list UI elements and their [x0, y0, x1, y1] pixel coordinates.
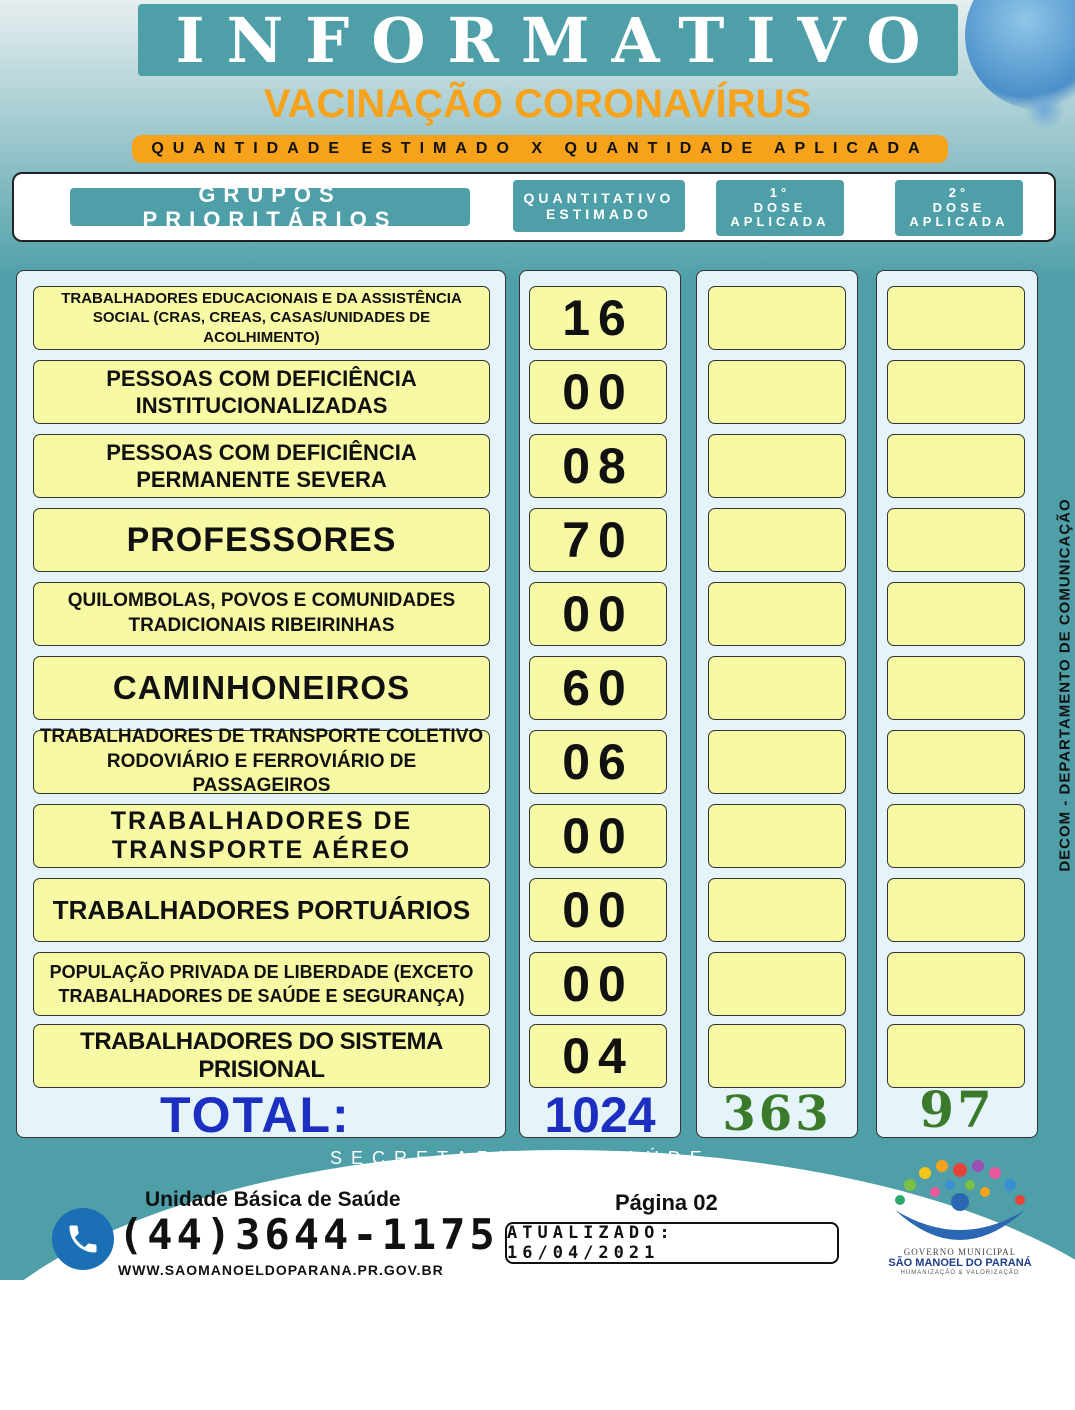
dose2-cell: [887, 434, 1025, 498]
dose2-cell: [887, 952, 1025, 1016]
estimated-cell: 16: [529, 286, 667, 350]
logo-government-label: GOVERNO MUNICIPAL: [903, 1247, 1017, 1257]
dose2-cell: [887, 286, 1025, 350]
estimated-cell: 00: [529, 582, 667, 646]
column-header-dose2: [895, 180, 1023, 236]
column-header-dose2-number: 2°: [948, 184, 970, 200]
estimated-cell: 70: [529, 508, 667, 572]
secretaria-label: SECRETARIA DE SAÚDE: [330, 1148, 711, 1168]
group-cell: TRABALHADORES EDUCACIONAIS E DA ASSISTÊNCIA SOCIAL (CRAS, CREAS, CASAS/UNIDADES DE ACOLHIMENTO): [33, 286, 490, 350]
dose1-cell: [708, 804, 846, 868]
estimated-cell: 06: [529, 730, 667, 794]
logo-tagline: HUMANIZAÇÃO & VALORIZAÇÃO: [900, 1270, 1020, 1276]
dose1-cell: [708, 656, 846, 720]
side-credit: DECOM - DEPARTAMENTO DE COMUNICAÇÃO: [1056, 498, 1074, 872]
estimated-cell: 00: [529, 952, 667, 1016]
phone-number: (44)3644-1175: [118, 1210, 499, 1259]
dose1-cell: [708, 434, 846, 498]
total-estimated: 1024: [544, 1087, 656, 1143]
dose1-cell: [708, 360, 846, 424]
group-cell: POPULAÇÃO PRIVADA DE LIBERDADE (EXCETO TRABALHADORES DE SAÚDE E SEGURANÇA): [33, 952, 490, 1016]
estimated-cell: 00: [529, 360, 667, 424]
estimated-cell: 08: [529, 434, 667, 498]
dose2-cell: [887, 804, 1025, 868]
comparison-banner-text: QUANTIDADE ESTIMADO X QUANTIDADE APLICADA: [151, 140, 929, 157]
estimated-cell: 60: [529, 656, 667, 720]
group-cell: TRABALHADORES DE TRANSPORTE AÉREO: [33, 804, 490, 868]
estimated-cell: 04: [529, 1024, 667, 1088]
group-cell: TRABALHADORES PORTUÁRIOS: [33, 878, 490, 942]
dose2-cell: [887, 508, 1025, 572]
column-header-dose1-number: 1°: [769, 184, 791, 200]
phone-icon: [52, 1208, 114, 1270]
dose2-cell: [887, 730, 1025, 794]
dose1-cell: [708, 878, 846, 942]
website-link[interactable]: WWW.SAOMANOELDOPARANA.PR.GOV.BR: [118, 1262, 444, 1278]
dose1-cell: [708, 508, 846, 572]
page-number: Página 02: [615, 1190, 718, 1215]
group-cell: TRABALHADORES DE TRANSPORTE COLETIVO RODOVIÁRIO E FERROVIÁRIO DE PASSAGEIROS: [33, 730, 490, 794]
group-cell: PESSOAS COM DEFICIÊNCIA INSTITUCIONALIZADAS: [33, 360, 490, 424]
comparison-banner: [132, 135, 948, 163]
group-cell: QUILOMBOLAS, POVOS E COMUNIDADES TRADICIONAIS RIBEIRINHAS: [33, 582, 490, 646]
updated-date: ATUALIZADO: 16/04/2021: [505, 1222, 839, 1264]
dose1-cell: [708, 286, 846, 350]
page-title: INFORMATIVO: [175, 3, 943, 77]
estimated-cell: 00: [529, 804, 667, 868]
total-dose1: 363: [722, 1086, 832, 1142]
dose1-cell: [708, 730, 846, 794]
total-dose2: 97: [919, 1080, 995, 1139]
group-cell: PROFESSORES: [33, 508, 490, 572]
column-header-dose2-label: DOSE APLICADA: [909, 199, 1009, 230]
column-header-estimated: QUANTITATIVO ESTIMADO: [513, 180, 685, 232]
dose1-cell: [708, 952, 846, 1016]
subtitle: VACINAÇÃO CORONAVÍRUS: [263, 82, 812, 126]
column-header-dose1: [716, 180, 844, 236]
group-cell: PESSOAS COM DEFICIÊNCIA PERMANENTE SEVERA: [33, 434, 490, 498]
dose1-cell: [708, 582, 846, 646]
dose2-cell: [887, 656, 1025, 720]
dose2-cell: [887, 582, 1025, 646]
column-header-dose1-label: DOSE APLICADA: [730, 199, 830, 230]
logo-city-name: SÃO MANOEL DO PARANÁ: [888, 1257, 1032, 1269]
column-header-groups: GRUPOS PRIORITÁRIOS: [70, 188, 470, 226]
dose2-cell: [887, 360, 1025, 424]
dose2-cell: [887, 1024, 1025, 1088]
total-label: TOTAL:: [160, 1087, 351, 1143]
dose1-cell: [708, 1024, 846, 1088]
group-cell: CAMINHONEIROS: [33, 656, 490, 720]
group-cell: TRABALHADORES DO SISTEMA PRISIONAL: [33, 1024, 490, 1088]
estimated-cell: 00: [529, 878, 667, 942]
dose2-cell: [887, 878, 1025, 942]
health-unit-label: Unidade Básica de Saúde: [145, 1188, 401, 1211]
title-banner: [138, 4, 958, 76]
